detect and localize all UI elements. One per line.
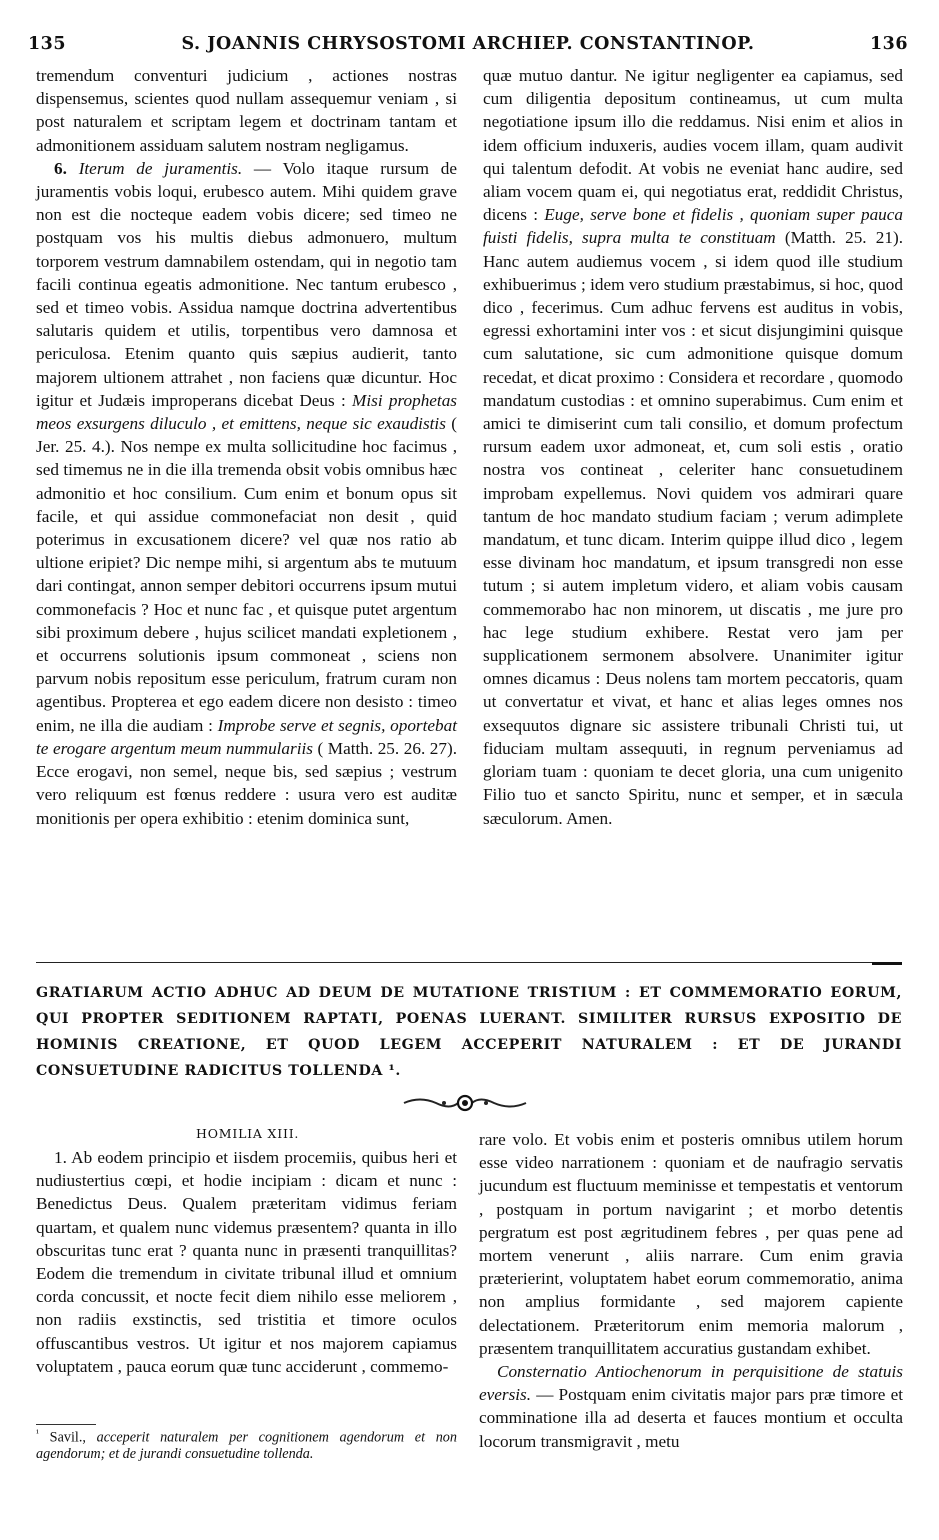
footnote [36, 1426, 457, 1462]
ornament-icon [400, 1092, 530, 1114]
paragraph-section-6 [36, 157, 457, 830]
left-column-top [36, 64, 457, 830]
homily-title-text: GRATIARUM ACTIO ADHUC AD DEUM DE MUTATIONE TRISTIUM : ET COMMEMORATIO EORUM, QUI PROPTER SEDITIONEM RAPTATI, POENAS LUERANT. SIMILITER RURSUS EXPOSITIO DE HOMINIS CREATIONE, ET QUOD LEGEM ACCEPERIT NATURALEM : ET DE JURANDI CONSUETUDINE RADICITUS TOLLENDA [36, 985, 902, 1079]
running-title: S. JOANNIS CHRYSOSTOMI ARCHIEP. CONSTANTINOP. [181, 34, 755, 54]
paragraph-text: Nos nempe ex multa sollicitudine hoc facimus , sed timemus ne in die illa tremenda obsit vobis omnibus hæc admonitio et hoc consilium. Cum enim et bonum opus sit facile, et qui assidue commonefaciat non desit , quid poterimus in excusationem dicere? vel quæ nos ratio ab ultione eripiet? Dic nempe mihi, si argentum abs te mutuum dari contingat, annon semper debitori occurrens ipsum mutui commonefacis ? Hoc et nunc fac , et quisque putet argentum sibi proximum debere , hujus scilicet mandati expletionem , et occurrens solutionis ipsum commoneat , sciens non parvum nobis repositum esse periculum, fratrum curam non agentibus. Propterea et ego eadem dicere non desisto : timeo enim, ne illa die audiam : [36, 437, 457, 735]
section-divider-accent [872, 962, 902, 965]
footnote-divider [36, 1424, 96, 1425]
paragraph-1: 1. Ab eodem principio et iisdem procemiis, quibus heri et nudiustertius cœpi, et hodie incipiam : dicam et nunc : Benedictus Deus. Qualem præteritam vidimus feriam quartam, et qualem nunc videmus præsentem? quanta in illo obscuritas tunc erat ? quanta nunc in præsenti tranquillitas? Eodem die tremendum in civitate tribunal illud et omnium corda concussit, et nocte fecit diem nihilo esse meliorem , non radiis exstinctis, sed tristitia et timore oculos offuscantibus vestros. Ut igitur et nos majorem capiamus voluptatem , pauca eorum quæ tunc acciderunt , commemo- [36, 1148, 457, 1376]
paragraph-continuation [483, 64, 903, 830]
homily-title [36, 980, 902, 1084]
paragraph-continuation: tremendum conventuri judicium , actiones nostras dispensemus, scientes quod nullam assequemur veniam , si post naturalem et scriptam legem et doctrinam tantam et admonitionem assiduam salutem nostram negligamus. [36, 66, 457, 155]
paragraph-continuation: rare volo. Et vobis enim et posteris omnibus utilem horum esse video narrationem : quoniam et de naufragio servatis jucundum est fluctuum meminisse et tempestatis et ventorum , postquam in portum navigarint ; et morbo detentis pergratum est post ægritudinem febres , per quas pene ad mortem venerunt , aliis narrare. Cum enim gravia præterierint, voluptatem habet eorum commemoratio, anima non amplius formidante , sed majorem capiente delectationem. Præteritorum enim memoria malorum , præsentem tranquillitatem accuratius gustandam exhibet. [479, 1130, 903, 1358]
section-heading: Consternatio Antiochenorum in perquisitione de statuis eversis. [479, 1362, 903, 1405]
scripture-quote: Euge, serve bone et fidelis , quoniam super pauca fuisti fidelis, supra multa te constituam [483, 205, 903, 248]
section-number: 6. [54, 158, 67, 178]
scripture-reference: ( Matth. 25. 26. 27). [312, 738, 457, 758]
paragraph-text: Ecce erogavi, non semel, neque bis, sed sæpius ; vestrum vero reliquum est fœnus reddere : usura vero est auditæ monitionis per opera exhibitio : etenim dominica sunt, [36, 762, 457, 828]
left-column-bottom [36, 1146, 457, 1378]
page-number-right: 136 [869, 34, 908, 54]
paragraph-text: quæ mutuo dantur. Ne igitur negligenter ea capiamus, sed cum diligentia depositum contineamus, ut cum multa negotiatione ipsum illo die reddamus. Nisi enim et alios in idem officium induxeris, audies vocem illam, quam audivit qui talentum defodit. At vobis ne eveniat hanc audire, sed aliam vocem quam ei, qui negotiatus erat, reddidit Christus, dicens : [483, 66, 903, 225]
paragraph-text: — Volo itaque rursum de juramentis vobis loqui, erubesco autem. Mihi quidem grave non est die nocteque eadem vobis dicere; sed timeo ne postquam vos his multis diebus admonuero, multum torporem vestrum damnabilem ostendam, qui in negotio tam facili continua egeatis admonitione. Nec tantum erubesco , sed et timeo vobis. Assidua namque doctrina advertentibus salutaris quidem et utilis, torpentibus vero damnosa et periculosa. Etenim quanto quis sæpius audierit, tanto majorem ultionem attrahet , non faciens quæ dicuntur. Hoc igitur et Judæis improperans dicebat Deus : [36, 158, 457, 410]
scripture-reference: (Matth. 25. 21). [775, 228, 903, 248]
paragraph-text: — Postquam enim civitatis major pars præ timore et comminatione illa ad deserta et fauces montium et occulta locorum transmigravit , metu [479, 1385, 903, 1451]
section-divider [36, 962, 902, 963]
paragraph-consternatio [479, 1360, 903, 1453]
homily-label: HOMILIA XIII. [196, 1126, 300, 1141]
footnote-source: Savil., [39, 1429, 97, 1446]
paragraph-text: Hanc autem audiemus vocem , si idem quod ille studium exhibuerimus ; idem vero studium præstabimus, si hoc, quod dico , fecerimus. Cum adhuc fervens est auditus in vobis, egressi exhortamini inter vos : et sicut disjungimini quisque cum salutatione, sic cum admonitione quisque domum recedat, et dicat proximo : Considera et recordare , quomodo mandatum custodias : et omnino superabimus. Cum enim et amici te dimiserint cum tali consilio, et domum profectum rursum eadem uxor admoneat, et, cum soli estis , oratio nostra vos contineat , celeriter hanc consuetudinem improbam expellemus. Novi quidem vos admirari quare tantum de hoc mandato studium faciam ; verum adimplete mandatum, et tunc dicam. Interim quippe illud dico , legem esse divinam hoc mandatum, et ipsum transgredi non esse tutum ; si autem impletum videro, et aliam vobis causam commemorabo hac non minorem, ut discatis , me jure pro hac lege studium exhibere. Restat vero jam per supplicationem sermonem absolvere. Unanimiter igitur omnes dicamus : Deus nolens tam mortem peccatoris, quam ut convertatur et vivat, et hanc et alias leges omnes nos exsequutos dignare sic assistere tribunali Christi tui, ut fiduciam multam assequuti, in regnum perveniamus ad gloriam tuam : quoniam te decet gloria, una cum unigenito Filio tuo et sancto Spiritu, nunc et semper, et in sæcula sæculorum. Amen. [483, 251, 903, 828]
section-heading: Iterum de juramentis. [78, 158, 243, 178]
scripture-quote: Improbe serve et segnis, oportebat te erogare argentum meum nummulariis [36, 715, 457, 758]
page-number-left: 135 [28, 34, 67, 54]
footnote-reference: ¹. [388, 1063, 401, 1079]
page-header [28, 34, 908, 58]
right-column-top [483, 64, 903, 830]
scripture-reference: ( Jer. 25. 4.). [36, 414, 457, 457]
scripture-quote: Misi prophetas meos exsurgens diluculo , et emittens, neque sic exaudistis [36, 390, 457, 434]
footnote-text: acceperit naturalem per cognitionem agendorum et non agendorum; et de jurandi consuetudine tollenda. [36, 1429, 457, 1462]
footnote-mark: ¹ [36, 1428, 39, 1439]
right-column-bottom [479, 1128, 903, 1453]
